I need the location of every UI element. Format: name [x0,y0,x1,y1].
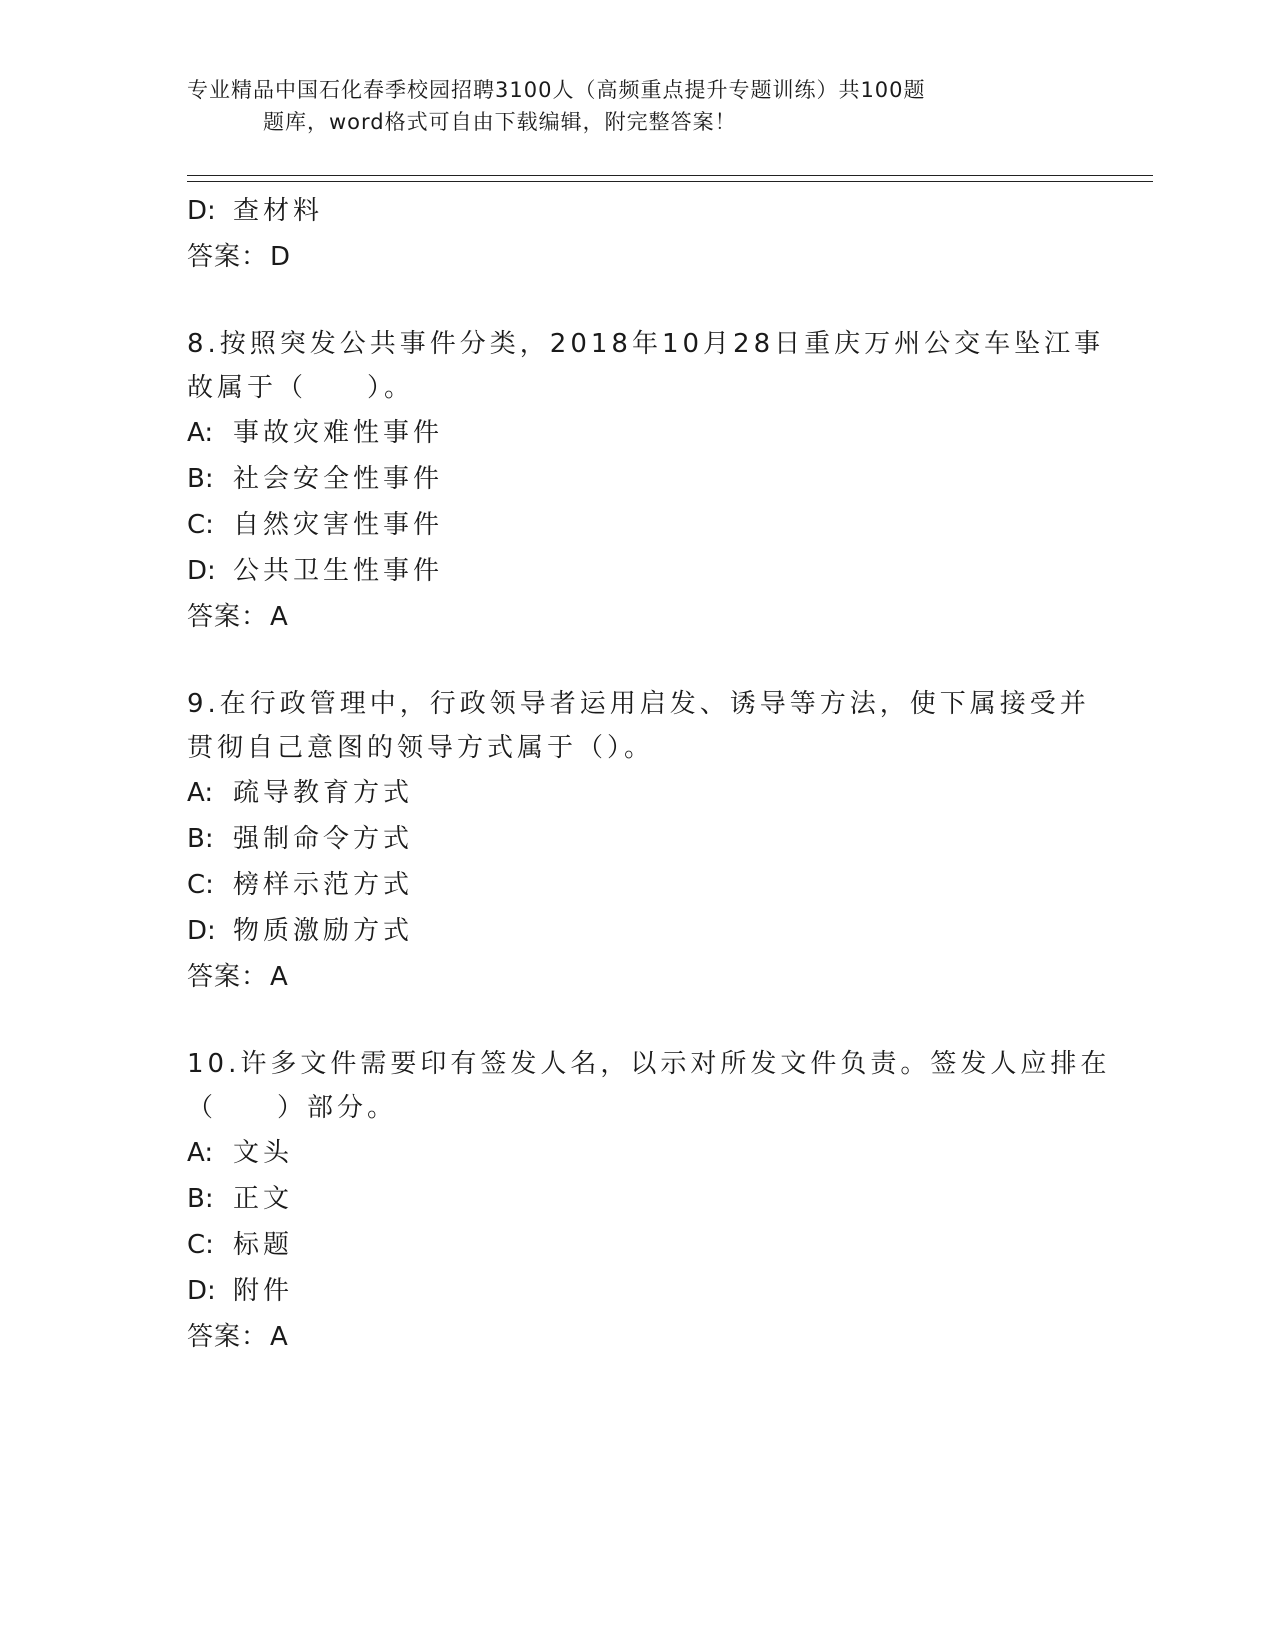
answer-value: A [270,1322,289,1352]
option-b [187,816,1087,862]
option-key: A: [187,1138,214,1168]
question-10 [187,1042,1111,1360]
option-a [187,1130,1087,1176]
answer-line [187,234,1087,280]
option-b [187,1176,1087,1222]
option-key: A: [187,778,214,808]
option-key: B: [187,824,214,854]
option-d [187,1268,1087,1314]
answer-value: D [270,242,292,272]
answer-label: 答案： [187,602,269,632]
option-c [187,862,1087,908]
header-rule-bottom [187,181,1153,182]
option-text: 查材料 [233,196,324,226]
answer-value: A [270,962,289,992]
option-c [187,1222,1087,1268]
spacer [187,1000,1087,1042]
option-key: D: [187,916,216,946]
spacer [187,640,1087,682]
option-text: 强制命令方式 [233,824,414,854]
option-text: 公共卫生性事件 [233,556,444,586]
document-header [187,74,1047,138]
option-text: 疏导教育方式 [233,778,414,808]
option-text: 物质激励方式 [233,916,414,946]
answer-label: 答案： [187,962,269,992]
option-text: 标题 [233,1230,294,1260]
question-text-line: 故属于（ ）。 [187,373,415,403]
option-b [187,456,1087,502]
answer-line [187,954,1087,1000]
option-a [187,770,1087,816]
answer-line [187,594,1087,640]
option-text: 事故灾难性事件 [233,418,444,448]
option-a [187,410,1087,456]
option-key: D: [187,1276,216,1306]
option-key: A: [187,418,214,448]
option-text: 社会安全性事件 [233,464,444,494]
option-text: 榜样示范方式 [233,870,414,900]
option-key: D: [187,196,216,226]
question-text-line: 10.许多文件需要印有签发人名，以示对所发文件负责。签发人应排在 [187,1049,1111,1079]
option-key: B: [187,464,214,494]
option-d [187,548,1087,594]
answer-label: 答案： [187,242,269,272]
question-8 [187,322,1105,640]
option-key: C: [187,1230,214,1260]
answer-line [187,1314,1087,1360]
answer-label: 答案： [187,1322,269,1352]
question-text-line: 8.按照突发公共事件分类，2018年10月28日重庆万州公交车坠江事 [187,329,1105,359]
header-title-line-2: 题库，word格式可自由下载编辑，附完整答案！ [263,110,737,134]
answer-value: A [270,602,289,632]
option-c [187,502,1087,548]
option-key: D: [187,556,216,586]
question-text-line: 9.在行政管理中，行政领导者运用启发、诱导等方法，使下属接受并 [187,689,1090,719]
question-9 [187,682,1090,1000]
option-key: C: [187,870,214,900]
option-d [187,188,1087,234]
option-d [187,908,1087,954]
header-rule-top [187,175,1153,176]
question-text-line: （ ）部分。 [187,1093,398,1123]
option-key: C: [187,510,214,540]
option-text: 文头 [233,1138,294,1168]
spacer [187,280,1087,322]
header-title-line-1: 专业精品中国石化春季校园招聘3100人（高频重点提升专题训练）共100题 [187,78,926,102]
question-content [187,188,1111,1360]
option-key: B: [187,1184,214,1214]
option-text: 正文 [233,1184,294,1214]
option-text: 自然灾害性事件 [233,510,444,540]
question-text-line: 贯彻自己意图的领导方式属于（）。 [187,733,655,763]
option-text: 附件 [233,1276,294,1306]
